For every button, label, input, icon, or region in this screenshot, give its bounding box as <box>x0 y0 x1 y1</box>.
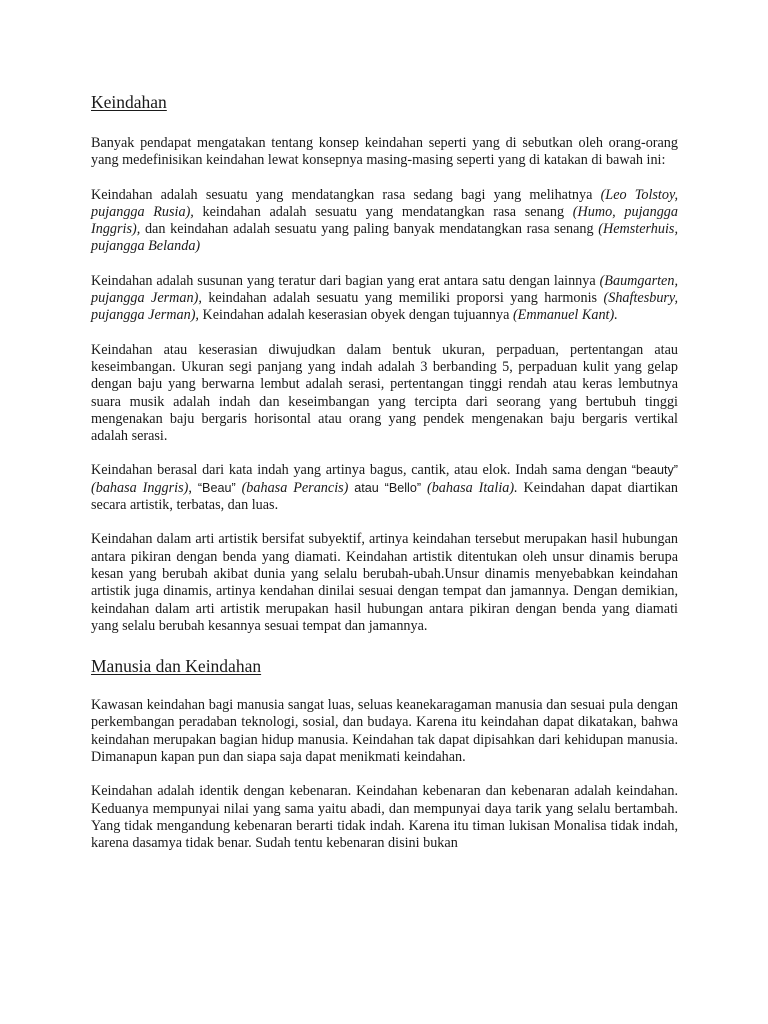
text: keindahan adalah sesuatu yang mendatangkan rasa senang <box>193 203 573 220</box>
paragraph-truth: Keindahan adalah identik dengan kebenaran. Keindahan kebenaran dan kebenaran adalah keindahan. Keduanya mempunyai nilai yang sama yaitu abadi, dan mempunyai daya tarik yang selalu bertambah. Yang tidak mengandung kebenaran berarti tidak indah. Karena itu timan lukisan Monalisa tidak indah, karena dasamya tidak benar. Sudah tentu kebenaran disini bukan <box>91 783 678 852</box>
citation-shaftesbury: (Shaftesbury, pujangga Jerman), <box>91 290 678 324</box>
language-french: (bahasa Perancis) <box>235 479 349 496</box>
paragraph-harmony: Keindahan atau keserasian diwujudkan dalam bentuk ukuran, perpaduan, pertentangan atau keseimbangan. Ukuran segi panjang yang indah adalah 3 berbanding 5, perpaduan kulit yang gelap dengan baju yang berwarna lembut adalah serasi, pertentangan tinggi rendah atau keras lembutnya suara musik adalah indah dan keseimbangan yang tercipta dari seorang yang bertubuh tinggi mengenakan baju bergaris horisontal atau orang yang pendek mengenakan baju bergaris vertikal adalah serasi. <box>91 341 678 445</box>
word-beau: “Beau” <box>197 480 236 495</box>
paragraph-human-scope: Kawasan keindahan bagi manusia sangat luas, seluas keanekaragaman manusia dan sesuai pula dengan perkembangan peradaban teknologi, sosial, dan budaya. Karena itu keindahan dapat dikatakan, bahwa keindahan merupakan bagian hidup manusia. Keindahan tak dapat dipisahkan dari kehidupan manusia. Dimanapun kapan pun dan siapa saja dapat menikmati keindahan. <box>91 697 678 766</box>
word-beauty: “beauty” <box>631 463 678 478</box>
text: keindahan adalah sesuatu yang memiliki proporsi yang harmonis <box>201 290 604 307</box>
paragraph-intro: Banyak pendapat mengatakan tentang konsep keindahan seperti yang di sebutkan oleh orang-orang yang medefinisikan keindahan lewat konsepnya masing-masing seperti yang di katakan di bawah ini: <box>91 135 678 169</box>
word-bello: atau “Bello” <box>348 480 422 495</box>
paragraph-etymology <box>91 462 678 514</box>
text: Keindahan adalah sesuatu yang mendatangkan rasa sedang bagi yang melihatnya <box>91 186 601 203</box>
paragraph-definitions <box>91 187 678 256</box>
paragraph-structure <box>91 273 678 325</box>
citation-baumgarten: (Baumgarten, pujangga Jerman), <box>91 272 678 307</box>
text: Keindahan dapat diartikan secara artistik, terbatas, dan luas. <box>91 479 679 514</box>
paragraph-artistic: Keindahan dalam arti artistik bersifat subyektif, artinya keindahan tersebut merupakan hasil hubungan antara pikiran dengan benda yang diamati. Keindahan artistik ditentukan oleh unsur dinamis berupa kesan yang berubah akibat dunia yang selalu berubah-ubah.Unsur dinamis menyebabkan keindahan artistik juga dinamis, artinya kendahan dinilai sesuai dengan tempat dan jamannya. Dengan demikian, keindahan dalam arti artistik merupakan hasil hubungan antara pikiran dengan benda yang diamati yang selalu berubah kesannya sesuai tempat dan jamannya. <box>91 531 678 634</box>
text: Keindahan berasal dari kata indah yang artinya bagus, cantik, atau elok. Indah sama dengan <box>91 462 632 479</box>
citation-kant: (Emmanuel Kant). <box>512 307 618 324</box>
citation-humo: (Humo, pujangga Inggris), <box>91 203 678 238</box>
language-english: (bahasa Inggris) <box>91 479 189 496</box>
language-italian: (bahasa Italia). <box>421 479 518 496</box>
heading-keindahan: Keindahan <box>91 92 167 112</box>
citation-hemsterhuis: (Hemsterhuis, pujangga Belanda) <box>91 221 678 255</box>
citation-tolstoy: (Leo Tolstoy, pujangga Rusia), <box>91 186 678 220</box>
text: Keindahan adalah keserasian obyek dengan tujuannya <box>198 307 513 324</box>
text: dan keindahan adalah sesuatu yang paling banyak mendatangkan rasa senang <box>140 221 599 238</box>
text: , <box>188 479 198 496</box>
text: Keindahan adalah susunan yang teratur dari bagian yang erat antara satu dengan lainnya <box>91 272 600 289</box>
heading-manusia-dan-keindahan: Manusia dan Keindahan <box>91 656 262 677</box>
document-page <box>91 88 678 870</box>
